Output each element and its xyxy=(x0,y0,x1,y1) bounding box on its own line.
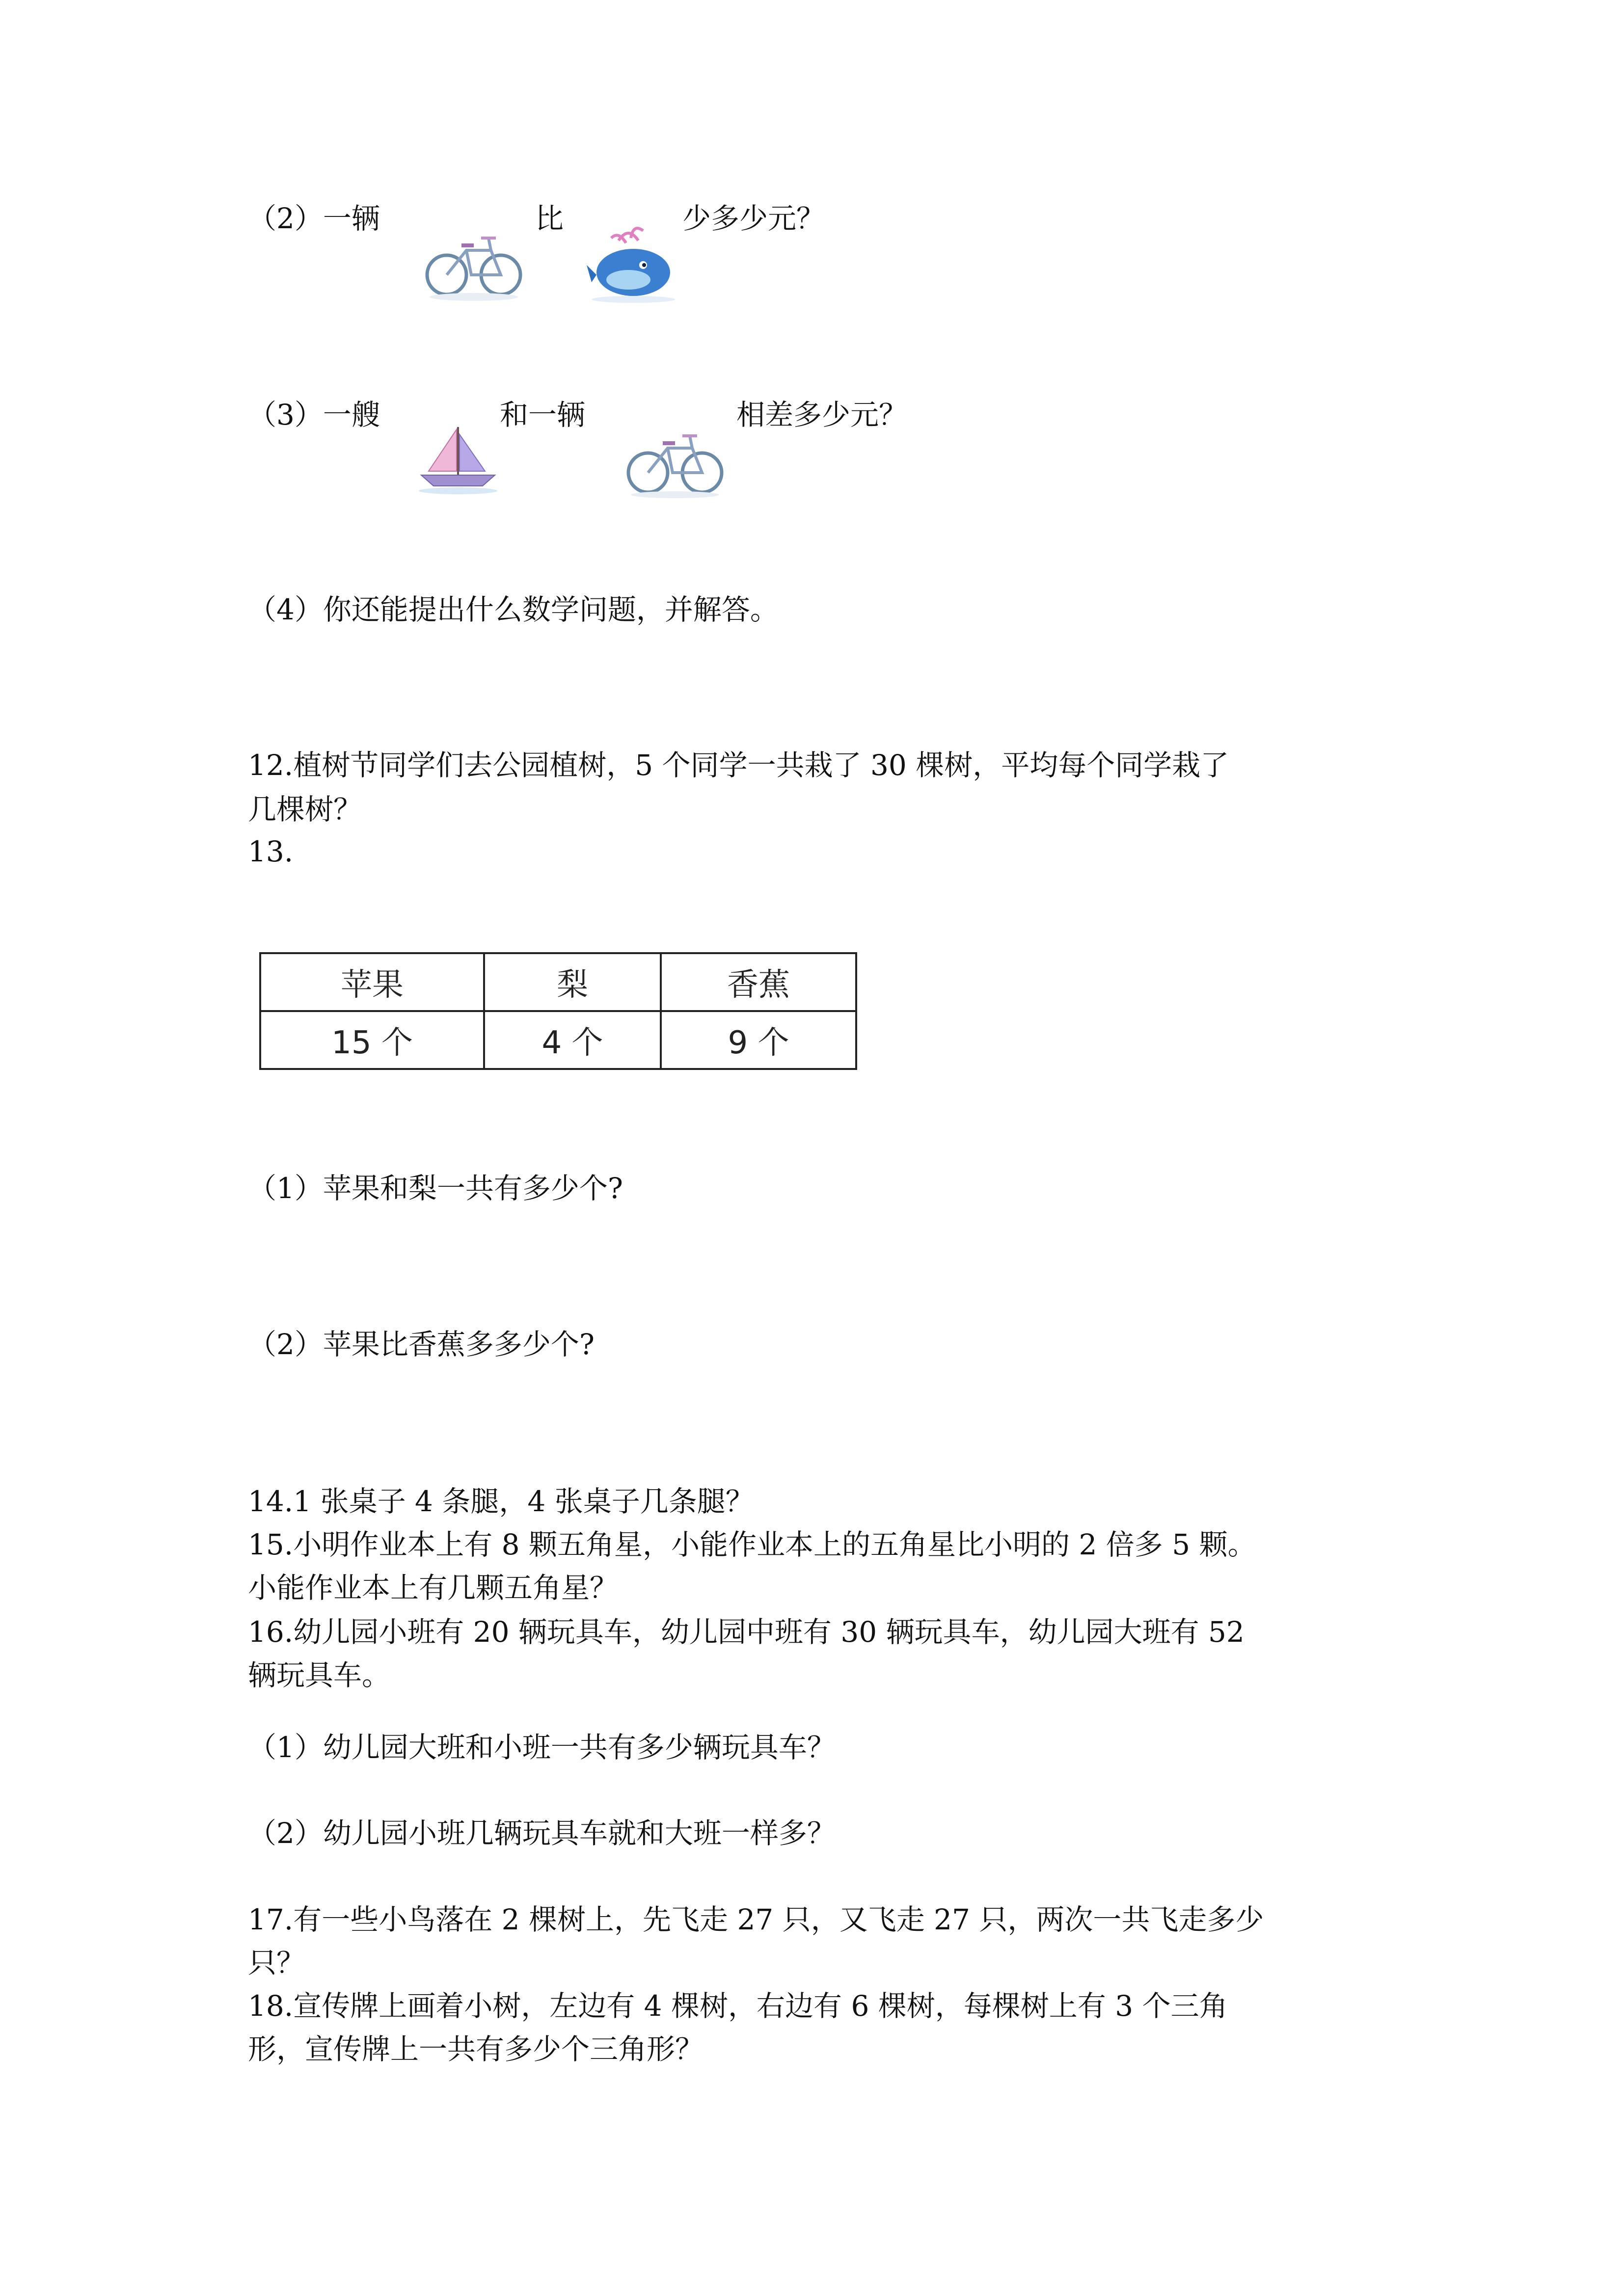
table-cell: 4 个 xyxy=(484,1011,661,1069)
q11-part3-mid: 和一辆 xyxy=(500,398,586,431)
q11-part2-prefix: （2）一辆 xyxy=(248,202,380,235)
fruit-count-table xyxy=(259,952,857,1070)
q16-part1: （1）幼儿园大班和小班一共有多少辆玩具车？ xyxy=(248,1731,836,1764)
table-header-cell: 梨 xyxy=(484,953,661,1011)
table-cell: 15 个 xyxy=(260,1011,484,1069)
q13-part1: （1）苹果和梨一共有多少个? xyxy=(248,1172,623,1205)
q13-part2: （2）苹果比香蕉多多少个? xyxy=(248,1328,595,1361)
bicycle-image xyxy=(623,426,727,500)
q15-line1: 15.小明作业本上有 8 颗五角星，小能作业本上的五角星比小明的 2 倍多 5 颗。 xyxy=(248,1528,1256,1561)
table-cell: 9 个 xyxy=(661,1011,856,1069)
q13-label: 13. xyxy=(248,835,294,868)
whale-toy-image xyxy=(584,221,682,304)
q18-line2: 形，宣传牌上一共有多少个三角形？ xyxy=(248,2032,704,2066)
q18-line1: 18.宣传牌上画着小树，左边有 4 棵树，右边有 6 棵树，每棵树上有 3 个三角 xyxy=(248,1989,1228,2023)
bicycle-image xyxy=(422,226,525,304)
q11-part4: （4）你还能提出什么数学问题，并解答。 xyxy=(248,593,779,626)
q16-line1: 16.幼儿园小班有 20 辆玩具车，幼儿园中班有 30 辆玩具车，幼儿园大班有 52 xyxy=(248,1615,1245,1649)
q11-part3-prefix: （3）一艘 xyxy=(248,398,380,431)
q11-part2-suffix: 少多少元？ xyxy=(682,202,825,235)
q11-part2-mid: 比 xyxy=(535,202,564,235)
q14-line: 14.1 张桌子 4 条腿，4 张桌子几条腿？ xyxy=(248,1485,754,1518)
table-header-cell: 苹果 xyxy=(260,953,484,1011)
q16-line2: 辆玩具车。 xyxy=(248,1658,391,1692)
sailboat-image xyxy=(416,422,500,496)
q12-line1: 12.植树节同学们去公园植树，5 个同学一共栽了 30 棵树，平均每个同学栽了 xyxy=(248,748,1229,782)
q17-line1: 17.有一些小鸟落在 2 棵树上，先飞走 27 只，又飞走 27 只，两次一共飞走多少 xyxy=(248,1903,1264,1936)
q16-part2: （2）幼儿园小班几辆玩具车就和大班一样多？ xyxy=(248,1816,836,1850)
table-header-row xyxy=(260,953,856,1011)
q12-line2: 几棵树？ xyxy=(248,793,362,826)
q17-line2: 只？ xyxy=(248,1946,305,1979)
q11-part3-suffix: 相差多少元？ xyxy=(736,398,908,431)
table-header-cell: 香蕉 xyxy=(661,953,856,1011)
q15-line2: 小能作业本上有几颗五角星？ xyxy=(248,1571,619,1604)
table-row xyxy=(260,1011,856,1069)
